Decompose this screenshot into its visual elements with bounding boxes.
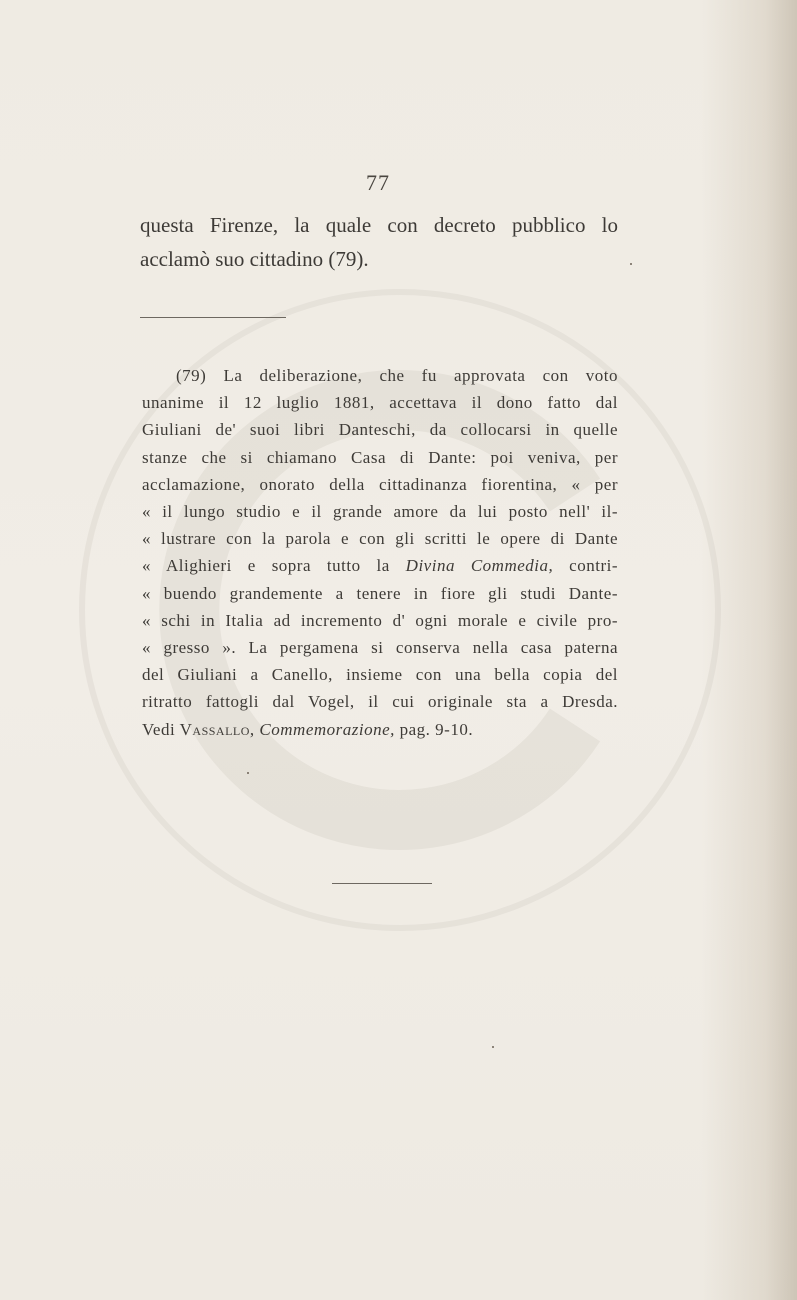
footnote-line: del Giuliani a Canello, insieme con una bella copia del — [142, 665, 618, 685]
footnote-line: unanime il 12 luglio 1881, accettava il dono fatto dal — [142, 393, 618, 413]
footnote-line: « schi in Italia ad incremento d' ogni morale e civile pro- — [142, 610, 618, 630]
reference-author — [180, 720, 250, 739]
paper-speck — [247, 772, 249, 774]
footnote-line: « gresso ». La pergamena si conserva nella casa paterna — [142, 638, 618, 658]
reference-comma: , — [249, 719, 255, 739]
main-text-line: acclamò suo cittadino (79). — [140, 247, 369, 271]
footnote-line — [142, 552, 618, 579]
footnote-line: « il lungo studio e il grande amore da lui posto nell' il- — [142, 502, 618, 522]
footnote-line: (79) La deliberazione, che fu approvata con voto — [176, 366, 618, 385]
footnote-line-text: « Alighieri e sopra tutto la — [142, 556, 390, 576]
paper-speck — [630, 263, 632, 265]
footnote-line: ritratto fattogli dal Vogel, il cui originale sta a Dresda. — [142, 692, 618, 712]
footnote-separator — [140, 317, 286, 318]
footnote-line: « buendo grandemente a tenere in fiore gli studi Dante- — [142, 583, 618, 603]
main-text — [140, 208, 618, 276]
footnote-reference-line — [142, 716, 618, 743]
main-text-line: questa Firenze, la quale con decreto pubblico lo — [140, 213, 618, 237]
paper-speck — [492, 1046, 494, 1048]
page-number: 77 — [366, 170, 390, 195]
footnote-line-text: Vedi — [142, 719, 176, 739]
footnote-line: stanze che si chiamano Casa di Dante: poi veniva, per — [142, 447, 618, 467]
work-title: Divina Commedia, — [405, 556, 554, 576]
end-rule — [332, 883, 432, 884]
reference-pages: pag. 9-10. — [399, 719, 474, 739]
footnote-line: « lustrare con la parola e con gli scritti le opere di Dante — [142, 529, 618, 549]
footnote-line: Giuliani de' suoi libri Danteschi, da collocarsi in quelle — [142, 420, 618, 440]
author-initial: V — [179, 719, 193, 739]
reference-title: Commemorazione, — [259, 719, 395, 739]
footnote-79 — [142, 362, 618, 743]
author-name-smallcaps: assallo — [192, 719, 250, 739]
footnote-line: acclamazione, onorato della cittadinanza fiorentina, « per — [142, 474, 618, 494]
footnote-line-text: contri- — [569, 556, 618, 576]
